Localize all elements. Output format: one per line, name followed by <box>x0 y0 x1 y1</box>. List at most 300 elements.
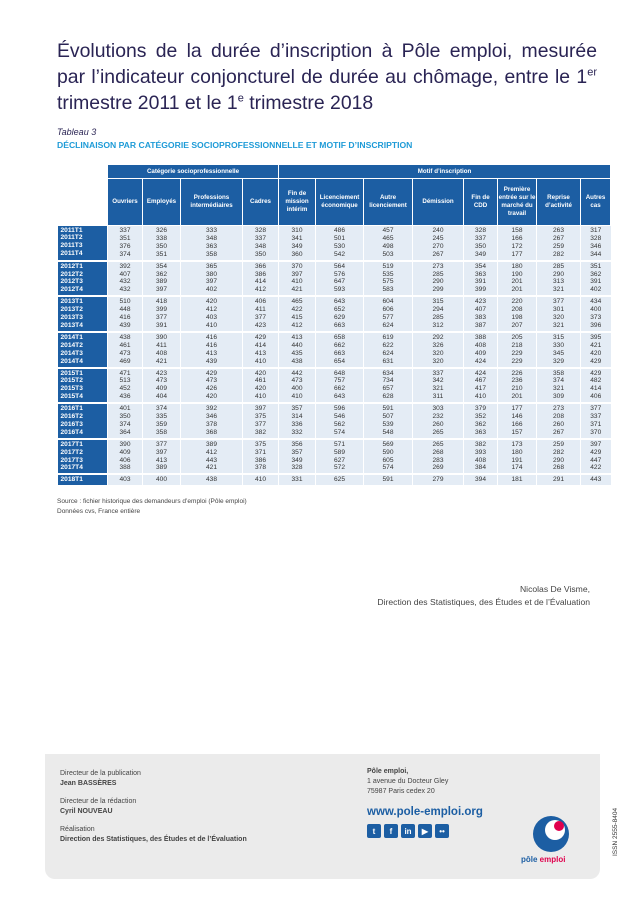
value: 442 <box>291 369 303 377</box>
value-cell <box>243 440 279 474</box>
value: 406 <box>590 393 602 401</box>
value-cell <box>181 440 243 474</box>
value: 341 <box>291 234 303 242</box>
value: 375 <box>255 413 267 421</box>
value: 501 <box>334 234 346 242</box>
value-cell <box>581 404 611 438</box>
value: 358 <box>553 369 565 377</box>
value: 400 <box>291 385 303 393</box>
value: 591 <box>382 476 394 484</box>
value: 457 <box>382 227 394 234</box>
value: 410 <box>255 393 267 401</box>
value: 290 <box>553 270 565 278</box>
value-cell <box>143 297 181 331</box>
value: 378 <box>205 420 217 428</box>
value: 402 <box>590 286 602 294</box>
value: 482 <box>590 377 602 385</box>
value: 321 <box>553 321 565 329</box>
value-cell <box>464 333 498 367</box>
value: 589 <box>334 448 346 456</box>
value: 429 <box>590 369 602 377</box>
table-row <box>58 369 611 403</box>
value: 321 <box>432 385 444 393</box>
linkedin-icon[interactable]: in <box>401 824 415 838</box>
value: 166 <box>511 234 523 242</box>
value: 356 <box>291 440 303 448</box>
value: 370 <box>291 262 303 270</box>
value: 285 <box>553 262 565 270</box>
value: 575 <box>382 278 394 286</box>
value: 236 <box>511 377 523 385</box>
table-row <box>58 226 611 260</box>
value-cell <box>279 404 316 438</box>
value: 591 <box>382 405 394 413</box>
value: 363 <box>475 270 487 278</box>
value: 416 <box>119 314 131 322</box>
value: 412 <box>291 321 303 329</box>
value: 180 <box>511 262 523 270</box>
value-cell <box>143 440 181 474</box>
value: 328 <box>291 464 303 472</box>
value: 397 <box>291 270 303 278</box>
logo-wordmark: pôle emploi <box>521 855 566 864</box>
value: 259 <box>553 440 565 448</box>
group-header-category: Catégorie socioprofessionnelle <box>108 165 279 179</box>
value: 420 <box>590 349 602 357</box>
value: 593 <box>334 286 346 294</box>
value: 421 <box>205 464 217 472</box>
period-label: 2011T1 <box>60 226 83 234</box>
value: 351 <box>590 262 602 270</box>
value-cell <box>413 369 464 403</box>
value-cell <box>108 333 143 367</box>
value: 447 <box>590 456 602 464</box>
value-cell <box>581 333 611 367</box>
value: 406 <box>255 298 267 306</box>
period-cell <box>58 369 108 403</box>
value: 374 <box>553 377 565 385</box>
value: 335 <box>155 413 167 421</box>
author-name: Nicolas De Visme, <box>519 584 590 594</box>
value: 390 <box>155 333 167 341</box>
value: 267 <box>553 428 565 436</box>
value: 402 <box>205 286 217 294</box>
value: 329 <box>553 357 565 365</box>
value-cell <box>537 369 581 403</box>
page-title: Évolutions de la durée d’inscription à Pôle emploi, mesurée par l’indicateur conjoncturel de durée au chômage, entre le 1er trimestre 2011 et le 1e trimestre 2018 <box>57 40 597 114</box>
value: 658 <box>334 333 346 341</box>
value: 337 <box>590 413 602 421</box>
value: 407 <box>119 270 131 278</box>
period-cell <box>58 440 108 474</box>
table-row <box>58 475 611 485</box>
value: 177 <box>511 405 523 413</box>
value: 382 <box>475 440 487 448</box>
value-cell <box>464 226 498 260</box>
value: 268 <box>432 448 444 456</box>
credit-name: Direction des Statistiques, des Études et de l’Évaluation <box>60 835 247 843</box>
value: 662 <box>334 385 346 393</box>
value: 391 <box>475 278 487 286</box>
value: 368 <box>205 428 217 436</box>
value: 392 <box>119 262 131 270</box>
value: 467 <box>475 377 487 385</box>
value: 542 <box>334 250 346 258</box>
value: 354 <box>155 262 167 270</box>
value: 410 <box>291 393 303 401</box>
value: 409 <box>119 448 131 456</box>
value-cell <box>316 297 364 331</box>
value: 210 <box>511 385 523 393</box>
value: 461 <box>119 341 131 349</box>
value: 654 <box>334 357 346 365</box>
value: 332 <box>291 428 303 436</box>
value: 375 <box>255 440 267 448</box>
value-cell <box>243 226 279 260</box>
value: 390 <box>119 440 131 448</box>
table-row <box>58 297 611 331</box>
value: 429 <box>590 357 602 365</box>
credit-label: Réalisation <box>60 826 95 833</box>
value: 314 <box>291 413 303 421</box>
value: 413 <box>255 349 267 357</box>
period-cell <box>58 226 108 260</box>
value: 388 <box>119 464 131 472</box>
value-cell <box>181 369 243 403</box>
issn-label: ISSN 2555-8404 <box>612 807 619 856</box>
value-cell <box>279 226 316 260</box>
value-cell <box>108 226 143 260</box>
value: 420 <box>255 369 267 377</box>
value: 320 <box>432 349 444 357</box>
value: 371 <box>255 448 267 456</box>
value-cell <box>316 440 364 474</box>
value: 631 <box>382 357 394 365</box>
value: 413 <box>205 349 217 357</box>
value: 583 <box>382 286 394 294</box>
value-cell <box>364 440 413 474</box>
value: 410 <box>255 476 267 484</box>
value: 303 <box>432 405 444 413</box>
value-cell <box>364 404 413 438</box>
value: 362 <box>590 270 602 278</box>
value: 409 <box>475 349 487 357</box>
value: 513 <box>119 377 131 385</box>
credits <box>60 769 247 844</box>
value-cell <box>537 297 581 331</box>
value: 564 <box>334 262 346 270</box>
value: 606 <box>382 306 394 314</box>
value: 530 <box>334 242 346 250</box>
value: 357 <box>291 405 303 413</box>
value-cell <box>364 226 413 260</box>
value-cell <box>537 440 581 474</box>
value: 260 <box>432 420 444 428</box>
address-line: 75987 Paris cedex 20 <box>367 788 435 795</box>
value: 410 <box>255 357 267 365</box>
value: 350 <box>119 413 131 421</box>
value-cell <box>537 404 581 438</box>
value: 574 <box>382 464 394 472</box>
value-cell <box>108 475 143 485</box>
value: 416 <box>205 341 217 349</box>
value-cell <box>464 297 498 331</box>
value: 411 <box>156 341 167 349</box>
value: 336 <box>291 420 303 428</box>
value: 399 <box>475 286 487 294</box>
credit-label: Directeur de la rédaction <box>60 798 137 805</box>
value: 622 <box>382 341 394 349</box>
value: 360 <box>291 250 303 258</box>
value: 364 <box>119 428 131 436</box>
value: 328 <box>255 227 267 234</box>
period-label: 2016T2 <box>60 413 83 421</box>
value: 662 <box>334 341 346 349</box>
value-cell <box>413 226 464 260</box>
value: 434 <box>590 298 602 306</box>
value: 473 <box>291 377 303 385</box>
value: 269 <box>432 464 444 472</box>
value: 371 <box>590 420 602 428</box>
value: 337 <box>432 369 444 377</box>
value: 350 <box>255 250 267 258</box>
value: 403 <box>119 476 131 484</box>
value: 384 <box>475 464 487 472</box>
period-label: 2014T1 <box>60 333 83 341</box>
value: 292 <box>432 333 444 341</box>
value: 448 <box>119 306 131 314</box>
value: 172 <box>511 242 523 250</box>
value: 294 <box>432 306 444 314</box>
value-cell <box>464 262 498 296</box>
value: 619 <box>382 333 394 341</box>
value-cell <box>413 333 464 367</box>
value: 301 <box>553 306 565 314</box>
value-cell <box>537 333 581 367</box>
value: 443 <box>205 456 217 464</box>
value: 408 <box>155 349 167 357</box>
value: 435 <box>291 349 303 357</box>
value: 366 <box>255 262 267 270</box>
value: 411 <box>255 306 266 314</box>
value-cell <box>498 226 537 260</box>
value: 397 <box>590 440 602 448</box>
period-label: 2015T1 <box>60 369 83 377</box>
value-cell <box>243 404 279 438</box>
value: 373 <box>590 314 602 322</box>
period-label: 2015T3 <box>60 385 83 393</box>
value: 362 <box>155 270 167 278</box>
value: 350 <box>155 242 167 250</box>
value: 643 <box>334 393 346 401</box>
value: 590 <box>382 448 394 456</box>
value: 377 <box>255 314 267 322</box>
table-label: Tableau 3 <box>57 127 97 137</box>
website-link[interactable]: www.pole-emploi.org <box>367 806 483 818</box>
value: 263 <box>553 227 565 234</box>
value: 315 <box>553 333 565 341</box>
value: 420 <box>255 385 267 393</box>
value: 226 <box>511 369 523 377</box>
value: 158 <box>511 227 523 234</box>
value: 422 <box>291 306 303 314</box>
value: 652 <box>334 306 346 314</box>
value: 648 <box>334 369 346 377</box>
value: 181 <box>511 476 523 484</box>
value-cell <box>279 440 316 474</box>
value: 412 <box>205 306 217 314</box>
value: 146 <box>511 413 523 421</box>
value: 365 <box>205 262 217 270</box>
table-row <box>58 262 611 296</box>
value: 309 <box>553 393 565 401</box>
value: 439 <box>119 321 131 329</box>
value: 337 <box>119 227 131 234</box>
column-header: Ouvriers <box>108 179 143 226</box>
value: 420 <box>205 298 217 306</box>
value: 408 <box>475 341 487 349</box>
period-label: 2013T3 <box>60 314 83 322</box>
value: 377 <box>155 440 167 448</box>
social-links <box>367 824 449 838</box>
value: 423 <box>475 298 487 306</box>
value-cell <box>181 404 243 438</box>
value-cell <box>316 475 364 485</box>
value-cell <box>143 262 181 296</box>
value-cell <box>464 475 498 485</box>
value: 310 <box>291 227 303 234</box>
value: 345 <box>553 349 565 357</box>
value: 326 <box>432 341 444 349</box>
value-cell <box>364 262 413 296</box>
period-label: 2017T2 <box>60 448 83 456</box>
value: 403 <box>205 314 217 322</box>
period-label: 2017T1 <box>60 440 83 448</box>
value: 422 <box>590 464 602 472</box>
value: 191 <box>511 456 523 464</box>
table-row <box>58 333 611 367</box>
value: 358 <box>205 250 217 258</box>
period-label: 2014T2 <box>60 341 83 349</box>
twitter-icon[interactable]: t <box>367 824 381 838</box>
value: 421 <box>155 357 167 365</box>
period-label: 2012T3 <box>60 278 83 286</box>
value: 432 <box>119 286 131 294</box>
value-cell <box>413 475 464 485</box>
value: 423 <box>155 369 167 377</box>
value: 362 <box>475 420 487 428</box>
column-header: Démission <box>413 179 464 226</box>
value: 440 <box>291 341 303 349</box>
value: 346 <box>590 242 602 250</box>
value-cell <box>498 333 537 367</box>
value: 400 <box>155 476 167 484</box>
value: 388 <box>475 333 487 341</box>
value: 412 <box>205 448 217 456</box>
value: 417 <box>475 385 487 393</box>
period-cell <box>58 262 108 296</box>
period-label: 2016T3 <box>60 420 83 428</box>
period-cell <box>58 333 108 367</box>
value: 393 <box>475 448 487 456</box>
header-corner <box>58 165 108 179</box>
value-cell <box>537 226 581 260</box>
value: 260 <box>553 420 565 428</box>
value: 414 <box>590 385 602 393</box>
value: 625 <box>334 476 346 484</box>
value: 320 <box>432 357 444 365</box>
value: 569 <box>382 440 394 448</box>
value: 348 <box>205 234 217 242</box>
value-cell <box>279 297 316 331</box>
column-header: Fin de mission intérim <box>279 179 316 226</box>
value: 315 <box>432 298 444 306</box>
value: 414 <box>255 341 267 349</box>
value: 423 <box>255 321 267 329</box>
value: 465 <box>382 234 394 242</box>
value: 320 <box>553 314 565 322</box>
value: 416 <box>205 333 217 341</box>
value: 414 <box>255 278 267 286</box>
value: 432 <box>119 278 131 286</box>
period-label: 2013T2 <box>60 306 83 314</box>
value: 205 <box>511 333 523 341</box>
value-cell <box>243 333 279 367</box>
value: 232 <box>432 413 444 421</box>
column-header: Fin de CDD <box>464 179 498 226</box>
value-cell <box>581 297 611 331</box>
column-header: Reprise d’activité <box>537 179 581 226</box>
value: 498 <box>382 242 394 250</box>
value: 328 <box>590 234 602 242</box>
value: 358 <box>155 428 167 436</box>
column-header: Cadres <box>243 179 279 226</box>
value: 387 <box>475 321 487 329</box>
value: 349 <box>475 250 487 258</box>
value: 396 <box>590 321 602 329</box>
value: 377 <box>590 405 602 413</box>
value-cell <box>364 369 413 403</box>
period-label: 2014T4 <box>60 357 83 365</box>
value: 267 <box>432 250 444 258</box>
value-cell <box>498 440 537 474</box>
author-block <box>377 583 590 609</box>
value: 394 <box>475 476 487 484</box>
period-label: 2011T3 <box>60 242 83 250</box>
value: 351 <box>119 234 131 242</box>
flickr-icon[interactable]: •• <box>435 824 449 838</box>
period-label: 2012T4 <box>60 286 83 294</box>
address-line: 1 avenue du Docteur Gley <box>367 778 449 785</box>
value: 452 <box>119 385 131 393</box>
value: 413 <box>291 333 303 341</box>
value: 663 <box>334 321 346 329</box>
value-cell <box>181 297 243 331</box>
value: 265 <box>432 428 444 436</box>
value-cell <box>316 404 364 438</box>
value: 486 <box>334 227 346 234</box>
value: 397 <box>205 278 217 286</box>
value: 166 <box>511 420 523 428</box>
youtube-icon[interactable]: ▶ <box>418 824 432 838</box>
value: 503 <box>382 250 394 258</box>
value: 389 <box>155 464 167 472</box>
value-cell <box>413 297 464 331</box>
value-cell <box>498 475 537 485</box>
value: 282 <box>553 448 565 456</box>
value-cell <box>143 369 181 403</box>
facebook-icon[interactable]: f <box>384 824 398 838</box>
